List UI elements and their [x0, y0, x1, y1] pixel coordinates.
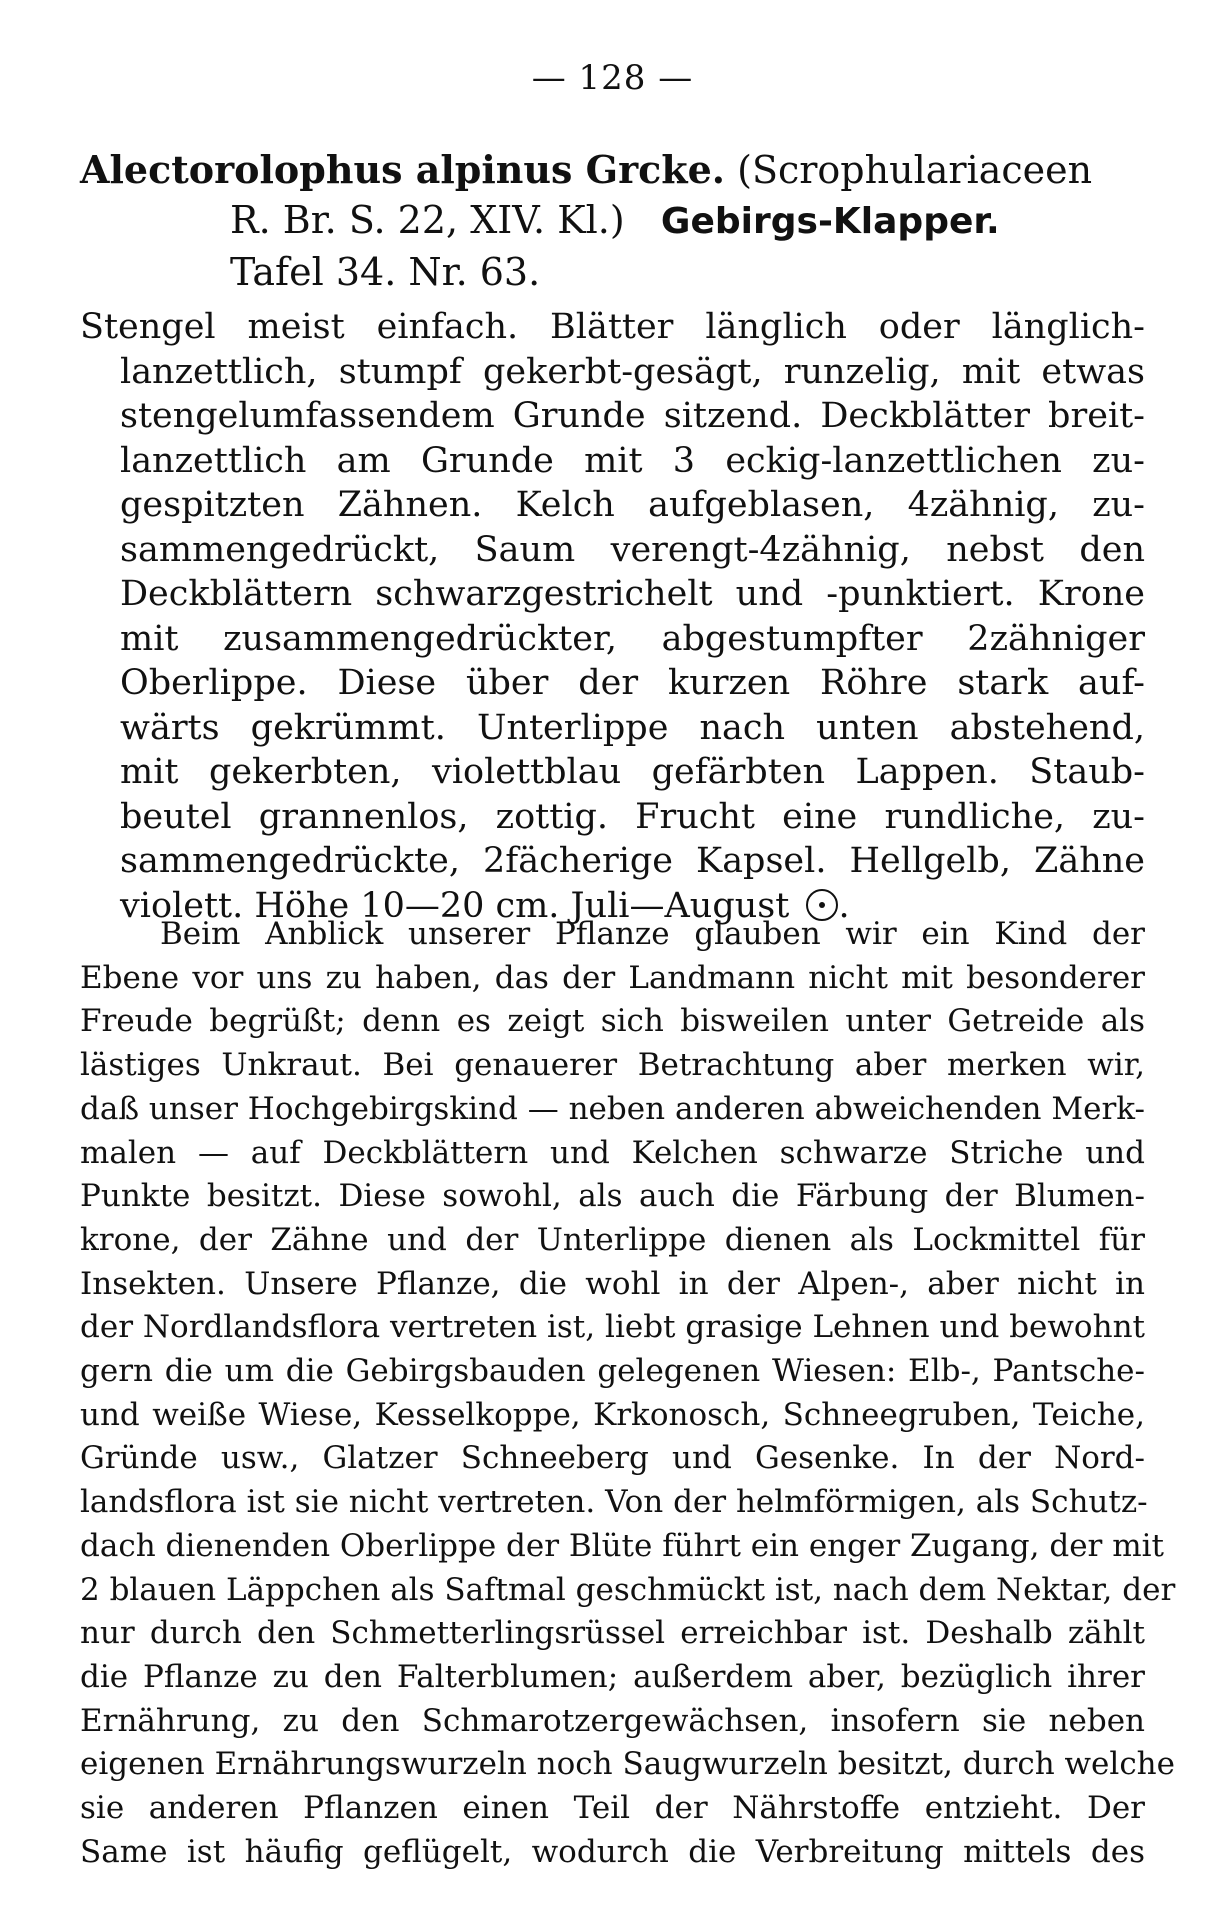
description-line: beutel grannenlos, zottig. Frucht eine rundliche, zu-	[120, 796, 1145, 837]
body-line: Insekten. Unsere Pflanze, die wohl in der Alpen-, aber nicht in	[80, 1265, 1145, 1302]
description-line: Deckblättern schwarzgestrichelt und -punktiert. Krone	[120, 574, 1145, 614]
body-line: der Nordlandsflora vertreten ist, liebt grasige Lehnen und bewohnt	[80, 1309, 1145, 1346]
description-line: Oberlippe. Diese über der kurzen Röhre stark auf-	[120, 663, 1145, 703]
narrative-body	[80, 913, 1176, 1874]
species-heading	[80, 145, 1145, 297]
description-line: lanzettlich am Grunde mit 3 eckig-lanzettlichen zu-	[120, 440, 1145, 481]
body-line: lästiges Unkraut. Bei genauerer Betrachtung aber merken wir,	[80, 1047, 1145, 1084]
description-line: lanzettlich, stumpf gekerbt-gesägt, runzelig, mit etwas	[120, 351, 1145, 392]
description-line-text: violett. Höhe 10—20 cm. Juli—August	[120, 885, 790, 926]
body-line: malen — auf Deckblättern und Kelchen schwarze Striche und	[80, 1134, 1145, 1171]
body-line: eigenen Ernährungswurzeln noch Saugwurzeln besitzt, durch welche	[80, 1746, 1175, 1783]
description-line: Stengel meist einfach. Blätter länglich oder länglich-	[80, 307, 1145, 347]
description-line: wärts gekrümmt. Unterlippe nach unten abstehend,	[120, 707, 1145, 748]
body-line: 2 blauen Läppchen als Saftmal geschmückt ist, nach dem Nektar, der	[80, 1571, 1176, 1608]
body-line: und weiße Wiese, Kesselkoppe, Krkonosch, Schneegruben, Teiche,	[80, 1396, 1145, 1433]
description-line: sammengedrückt, Saum verengt-4zähnig, nebst den	[120, 529, 1145, 570]
body-line: Punkte besitzt. Diese sowohl, als auch die Färbung der Blumen-	[80, 1178, 1145, 1215]
heading-line-3	[80, 247, 1145, 297]
heading-line-1	[80, 145, 1145, 195]
body-line: Beim Anblick unserer Pflanze glauben wir ein Kind der	[160, 916, 1145, 952]
body-line: krone, der Zähne und der Unterlippe dienen als Lockmittel für	[80, 1221, 1145, 1258]
body-line: Freude begrüßt; denn es zeigt sich bisweilen unter Getreide als	[80, 1003, 1145, 1040]
body-line: nur durch den Schmetterlingsrüssel erreichbar ist. Deshalb zählt	[80, 1615, 1145, 1652]
body-line: sie anderen Pflanzen einen Teil der Nährstoffe entzieht. Der	[80, 1790, 1145, 1827]
plate-reference: Tafel 34. Nr. 63.	[230, 250, 541, 294]
description-line: gespitzten Zähnen. Kelch aufgeblasen, 4zähnig, zu-	[120, 485, 1145, 525]
classification-part-1: (Scrophulariaceen	[737, 148, 1093, 192]
description-line: sammengedrückte, 2fächerige Kapsel. Hellgelb, Zähne	[120, 841, 1145, 881]
body-line: Ebene vor uns zu haben, das der Landmann nicht mit besonderer	[80, 959, 1145, 996]
classification-part-2: R. Br. S. 22, XIV. Kl.)	[230, 198, 625, 242]
description-line: mit gekerbten, violettblau gefärbten Lappen. Staub-	[120, 752, 1145, 792]
body-line: die Pflanze zu den Falterblumen; außerdem aber, bezüglich ihrer	[80, 1658, 1145, 1695]
description-line: mit zusammengedrückter, abgestumpfter 2zähniger	[120, 618, 1145, 659]
description-line-last: violett. Höhe 10—20 cm. Juli—August .	[120, 885, 850, 926]
heading-line-2	[80, 195, 1145, 247]
body-line: gern die um die Gebirgsbauden gelegenen Wiesen: Elb-, Pantsche-	[80, 1353, 1145, 1390]
body-line: landsflora ist sie nicht vertreten. Von der helmförmigen, als Schutz-	[80, 1484, 1148, 1521]
body-line: Ernährung, zu den Schmarotzergewächsen, insofern sie neben	[80, 1702, 1145, 1739]
body-line: dach dienenden Oberlippe der Blüte führt ein enger Zugang, der mit	[80, 1527, 1164, 1564]
latin-name: Alectorolophus alpinus Grcke.	[80, 147, 726, 192]
body-line: Gründe usw., Glatzer Schneeberg und Gesenke. In der Nord-	[80, 1440, 1145, 1477]
book-page	[80, 0, 1176, 1920]
body-line: daß unser Hochgebirgskind — neben anderen abweichenden Merk-	[80, 1090, 1145, 1127]
page-number: — 128 —	[531, 58, 694, 98]
botanical-description	[80, 305, 1145, 928]
body-line: Same ist häufig geflügelt, wodurch die Verbreitung mittels des	[80, 1833, 1145, 1870]
german-name: Gebirgs-Klapper.	[660, 201, 1000, 242]
description-line: stengelumfassendem Grunde sitzend. Deckblätter breit-	[120, 396, 1145, 436]
